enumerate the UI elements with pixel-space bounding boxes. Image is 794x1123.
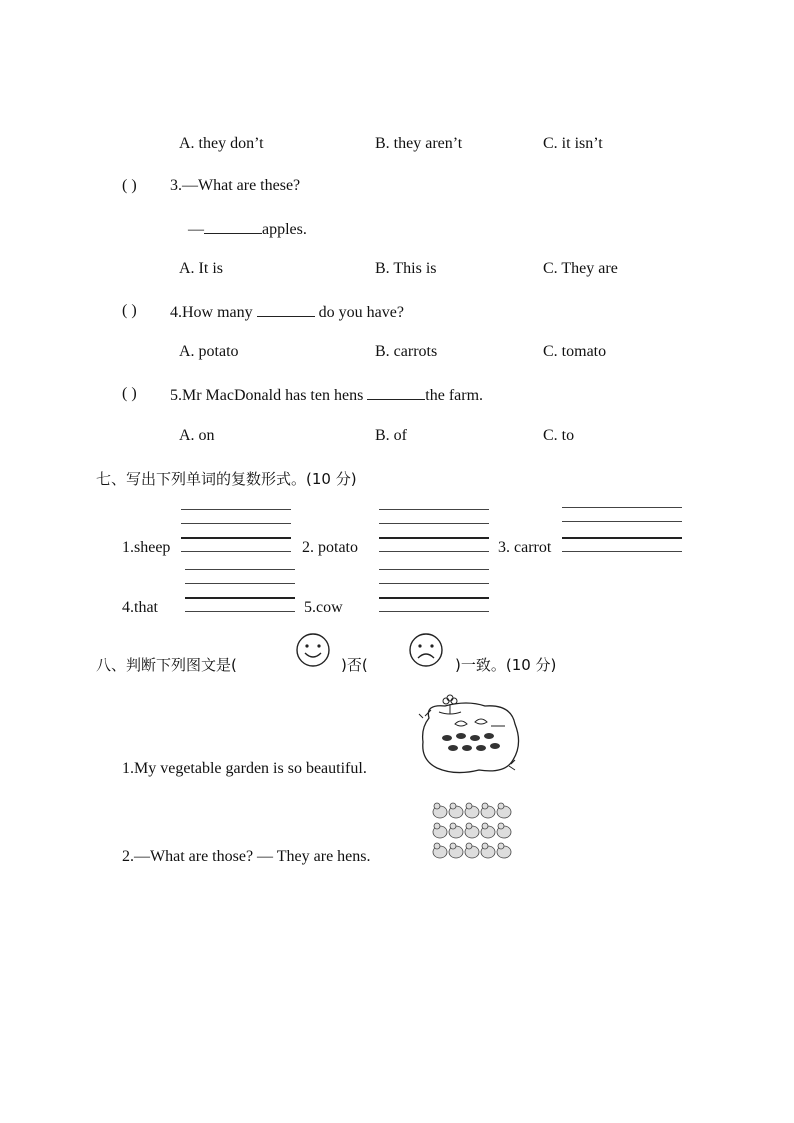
q3-blank[interactable] <box>204 219 262 234</box>
q2-option-c: C. it isn’t <box>543 135 603 152</box>
section8-item-1: 1.My vegetable garden is so beautiful. <box>122 760 367 777</box>
q4-question <box>170 302 404 322</box>
q3-answer-paren[interactable]: ( ) <box>122 177 137 194</box>
q2-option-a: A. they don’t <box>179 135 264 152</box>
section8-title-part2: )否( <box>341 656 368 674</box>
section8-title-part1: 八、判断下列图文是( <box>96 656 237 674</box>
q5-question-tail: the farm. <box>425 387 484 404</box>
q3-question: 3.—What are these? <box>170 177 301 194</box>
section7-title: 七、写出下列单词的复数形式。(10 分) <box>96 470 357 488</box>
q5-option-a: A. on <box>179 427 215 444</box>
word-carrot: 3. carrot <box>498 539 552 556</box>
q5-option-b: B. of <box>375 427 407 444</box>
word-that: 4.that <box>122 599 158 616</box>
q5-answer-paren[interactable]: ( ) <box>122 385 137 402</box>
q5-question-head: 5.Mr MacDonald has ten hens <box>170 387 364 404</box>
q5-blank[interactable] <box>367 385 425 400</box>
section8-item-2: 2.—What are those? — They are hens. <box>122 848 371 865</box>
q3-option-b: B. This is <box>375 260 437 277</box>
sad-face-icon <box>408 632 444 668</box>
q4-option-a: A. potato <box>179 343 239 360</box>
q4-option-b: B. carrots <box>375 343 438 360</box>
q5-question <box>170 385 483 405</box>
q4-question-head: 4.How many <box>170 304 253 321</box>
word-sheep: 1.sheep <box>122 539 171 556</box>
q3-answer-tail: apples. <box>262 221 307 238</box>
q4-option-c: C. tomato <box>543 343 607 360</box>
q3-answer-line <box>188 219 307 239</box>
pond-picture <box>415 694 525 776</box>
word-cow: 5.cow <box>304 599 343 616</box>
q4-question-tail: do you have? <box>318 304 404 321</box>
q4-blank[interactable] <box>257 302 315 317</box>
word-potato: 2. potato <box>302 539 358 556</box>
hens-picture <box>428 800 518 862</box>
q2-option-b: B. they aren’t <box>375 135 463 152</box>
smiley-face-icon <box>295 632 331 668</box>
section8-title-part3: )一致。(10 分) <box>455 656 557 674</box>
q4-answer-paren[interactable]: ( ) <box>122 302 137 319</box>
q3-option-a: A. It is <box>179 260 223 277</box>
q3-dash: — <box>188 221 204 238</box>
q3-option-c: C. They are <box>543 260 618 277</box>
q5-option-c: C. to <box>543 427 575 444</box>
